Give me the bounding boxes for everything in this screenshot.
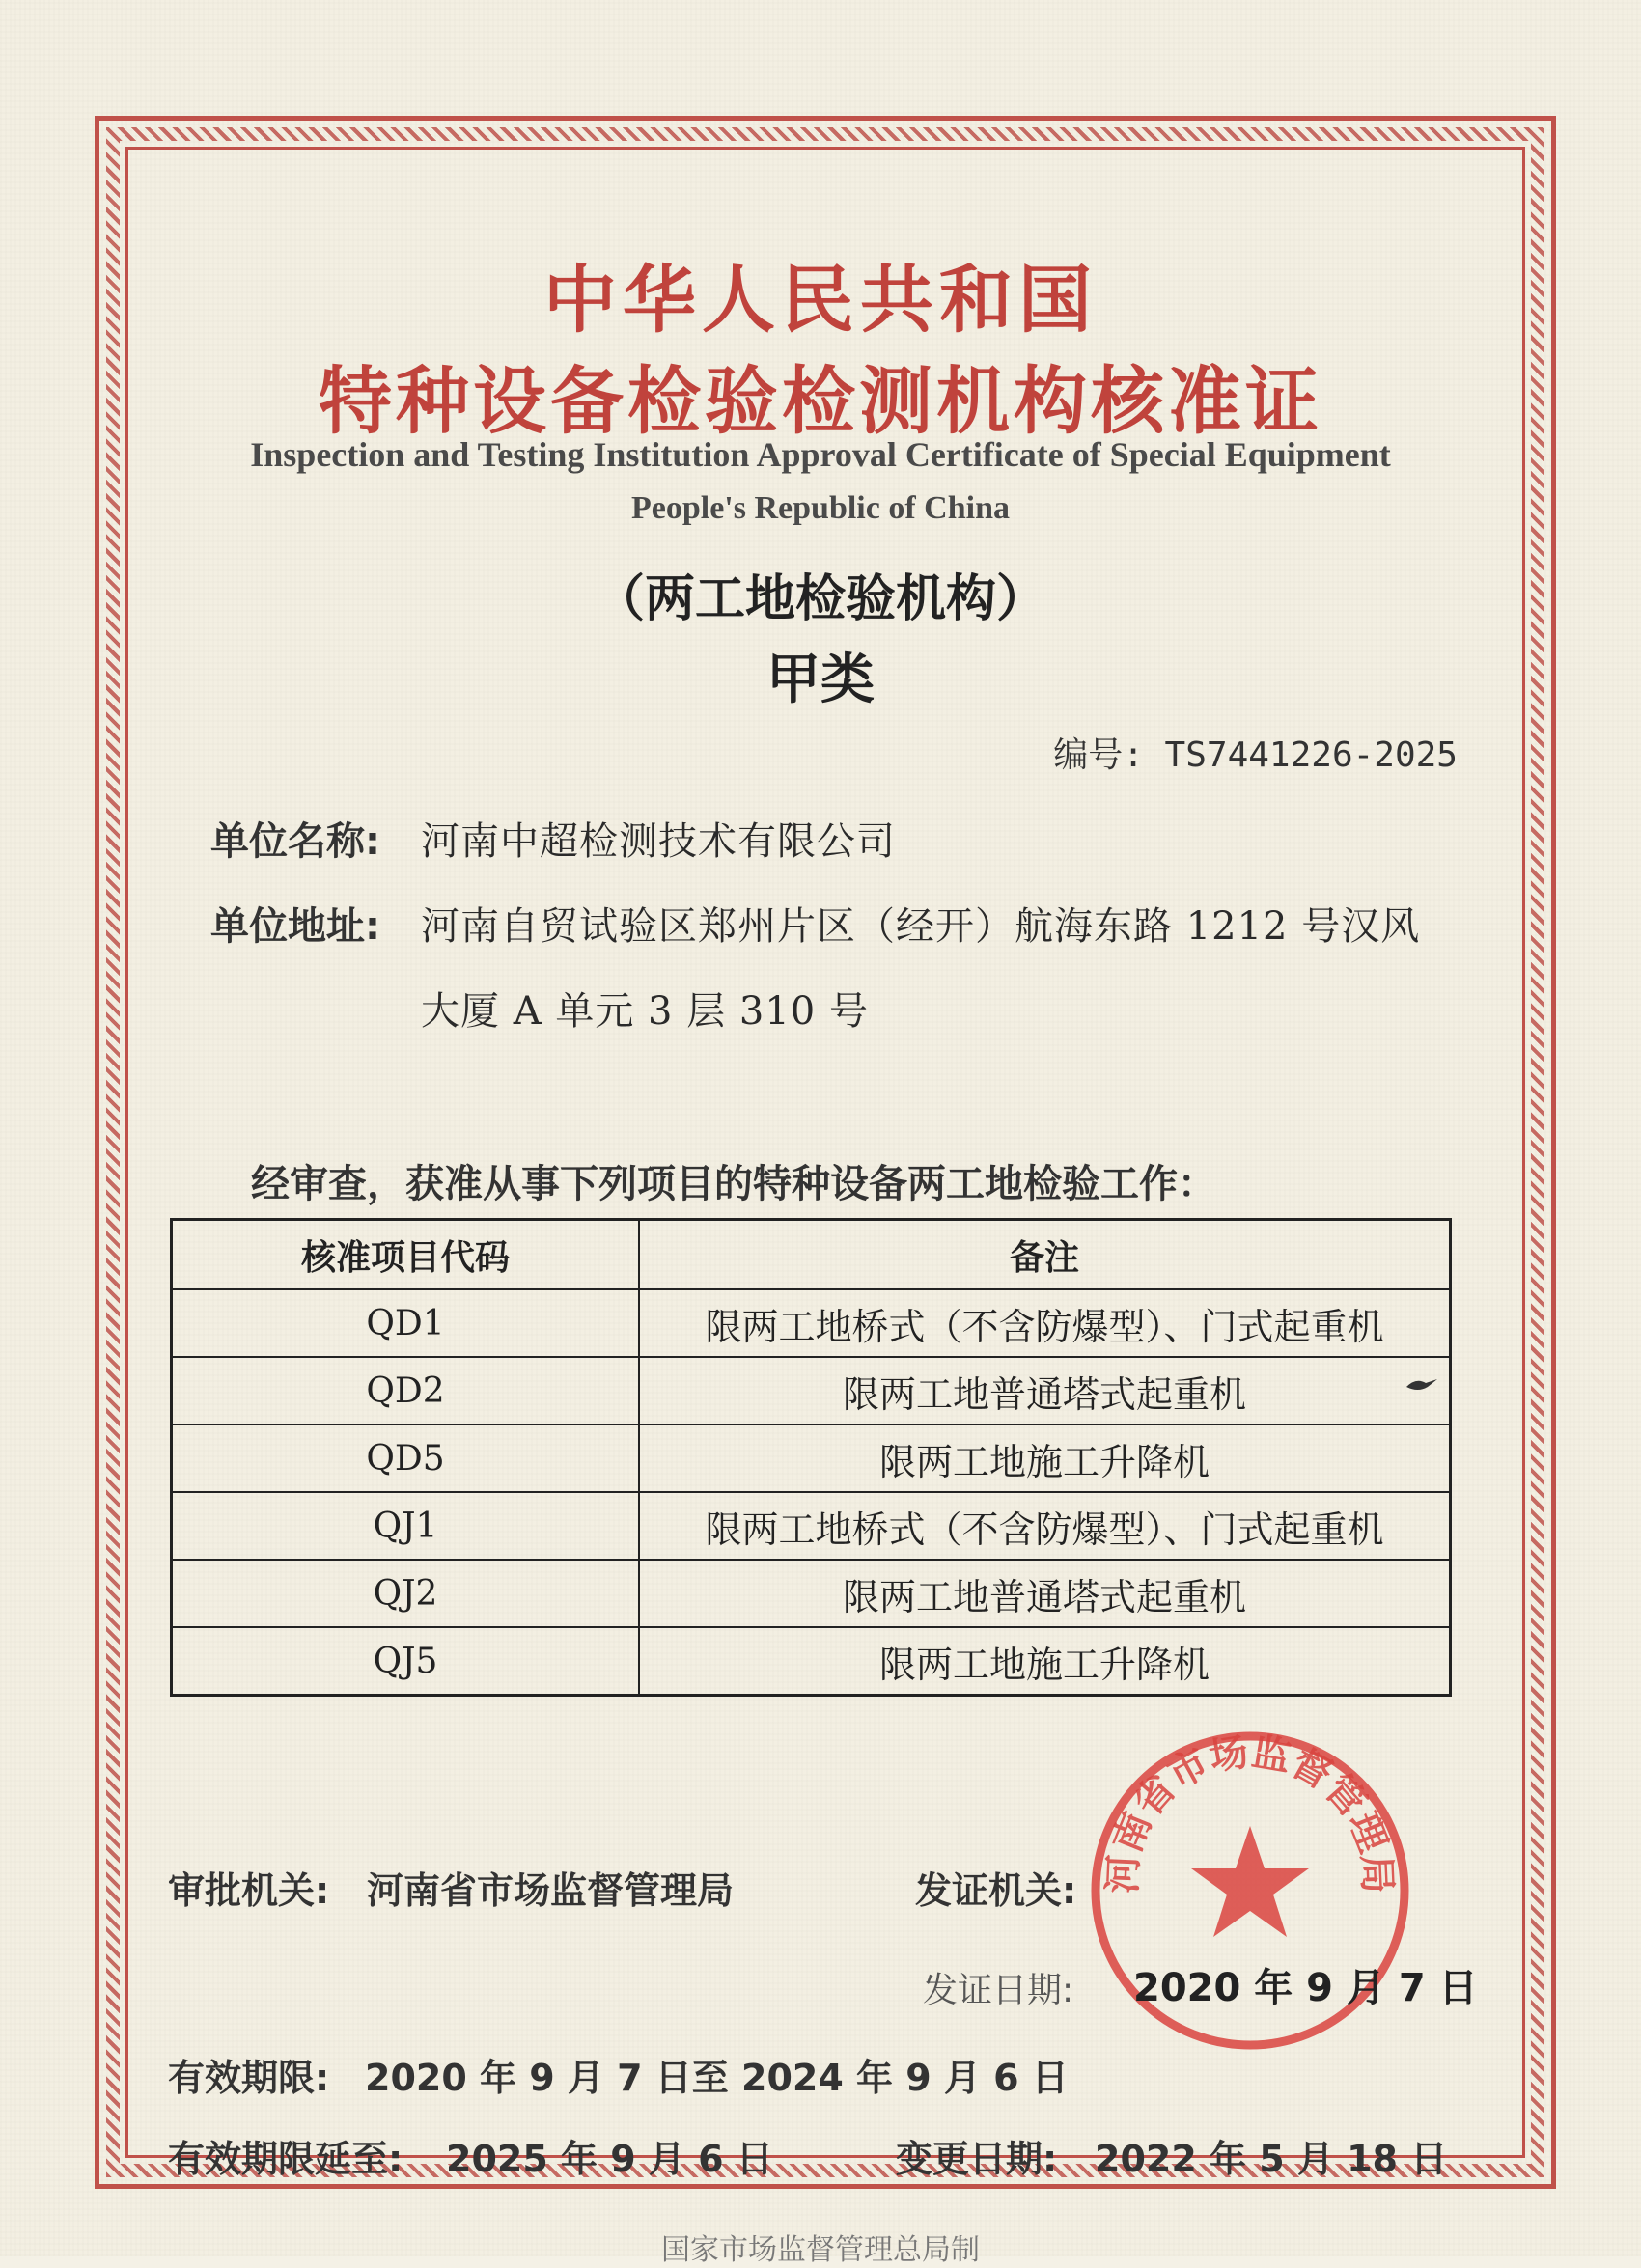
institution-type-subtitle: （两工地检验机构） xyxy=(594,570,1046,628)
table-header-row xyxy=(172,1220,1451,1290)
change-date-value: 2022 年 5 月 18 日 xyxy=(1095,2138,1448,2180)
change-date-label: 变更日期: xyxy=(896,2138,1058,2180)
title-chinese-line1: 中华人民共和国 xyxy=(543,257,1098,343)
item-note: 限两工地桥式（不含防爆型）、门式起重机 xyxy=(639,1289,1451,1357)
validity-value: 2020 年 9 月 7 日至 2024 年 9 月 6 日 xyxy=(365,2057,1069,2099)
table-row xyxy=(172,1424,1451,1492)
item-note: 限两工地施工升降机 xyxy=(639,1424,1451,1492)
approved-items-table xyxy=(170,1218,1452,1697)
column-header-note: 备注 xyxy=(639,1220,1451,1290)
unit-address-line1: 河南自贸试验区郑州片区（经开）航海东路 1212 号汉风 xyxy=(421,904,1421,949)
table-row xyxy=(172,1289,1451,1357)
item-code: QD2 xyxy=(172,1357,640,1424)
issue-date-label: 发证日期: xyxy=(923,1971,1074,2010)
approval-intro-text: 经审查，获准从事下列项目的特种设备两工地检验工作： xyxy=(251,1162,1216,1206)
item-code: QJ1 xyxy=(172,1492,640,1560)
unit-name-label: 单位名称: xyxy=(210,819,380,864)
title-english-line2: People's Republic of China xyxy=(631,490,1010,526)
approval-authority-value: 河南省市场监督管理局 xyxy=(367,1869,735,1912)
title-chinese-line2: 特种设备检验检测机构核准证 xyxy=(319,358,1322,444)
validity-extension-label: 有效期限延至: xyxy=(168,2138,403,2180)
category-label: 甲类 xyxy=(766,649,875,711)
approval-authority-label: 审批机关: xyxy=(168,1869,330,1912)
table-row xyxy=(172,1627,1451,1696)
validity-extension-value: 2025 年 9 月 6 日 xyxy=(446,2138,773,2180)
issuer-footer-text: 国家市场监督管理总局制 xyxy=(661,2233,980,2267)
item-note: 限两工地施工升降机 xyxy=(639,1627,1451,1696)
unit-name-value: 河南中超检测技术有限公司 xyxy=(421,819,896,864)
table-row xyxy=(172,1492,1451,1560)
item-note: 限两工地普通塔式起重机 xyxy=(639,1560,1451,1627)
certificate-number: 编号: TS7441226-2025 xyxy=(1053,735,1458,775)
table-row xyxy=(172,1560,1451,1627)
item-note: 限两工地普通塔式起重机 xyxy=(639,1357,1451,1424)
unit-address-label: 单位地址: xyxy=(210,904,380,949)
ink-mark-icon xyxy=(1405,1375,1439,1395)
item-code: QJ5 xyxy=(172,1627,640,1696)
svg-text:河南省市场监督管理局: 河南省市场监督管理局 xyxy=(1100,1729,1400,1895)
column-header-code: 核准项目代码 xyxy=(172,1220,640,1290)
item-code: QD5 xyxy=(172,1424,640,1492)
title-english-line1: Inspection and Testing Institution Approval Certificate of Special Equipment xyxy=(250,435,1391,474)
issuing-authority-label: 发证机关: xyxy=(915,1869,1077,1912)
issue-date-value: 2020 年 9 月 7 日 xyxy=(1133,1966,1478,2010)
validity-label: 有效期限: xyxy=(168,2057,330,2099)
unit-address-line2: 大厦 A 单元 3 层 310 号 xyxy=(421,989,869,1034)
table-row xyxy=(172,1357,1451,1424)
item-note: 限两工地桥式（不含防爆型）、门式起重机 xyxy=(639,1492,1451,1560)
item-code: QD1 xyxy=(172,1289,640,1357)
item-code: QJ2 xyxy=(172,1560,640,1627)
